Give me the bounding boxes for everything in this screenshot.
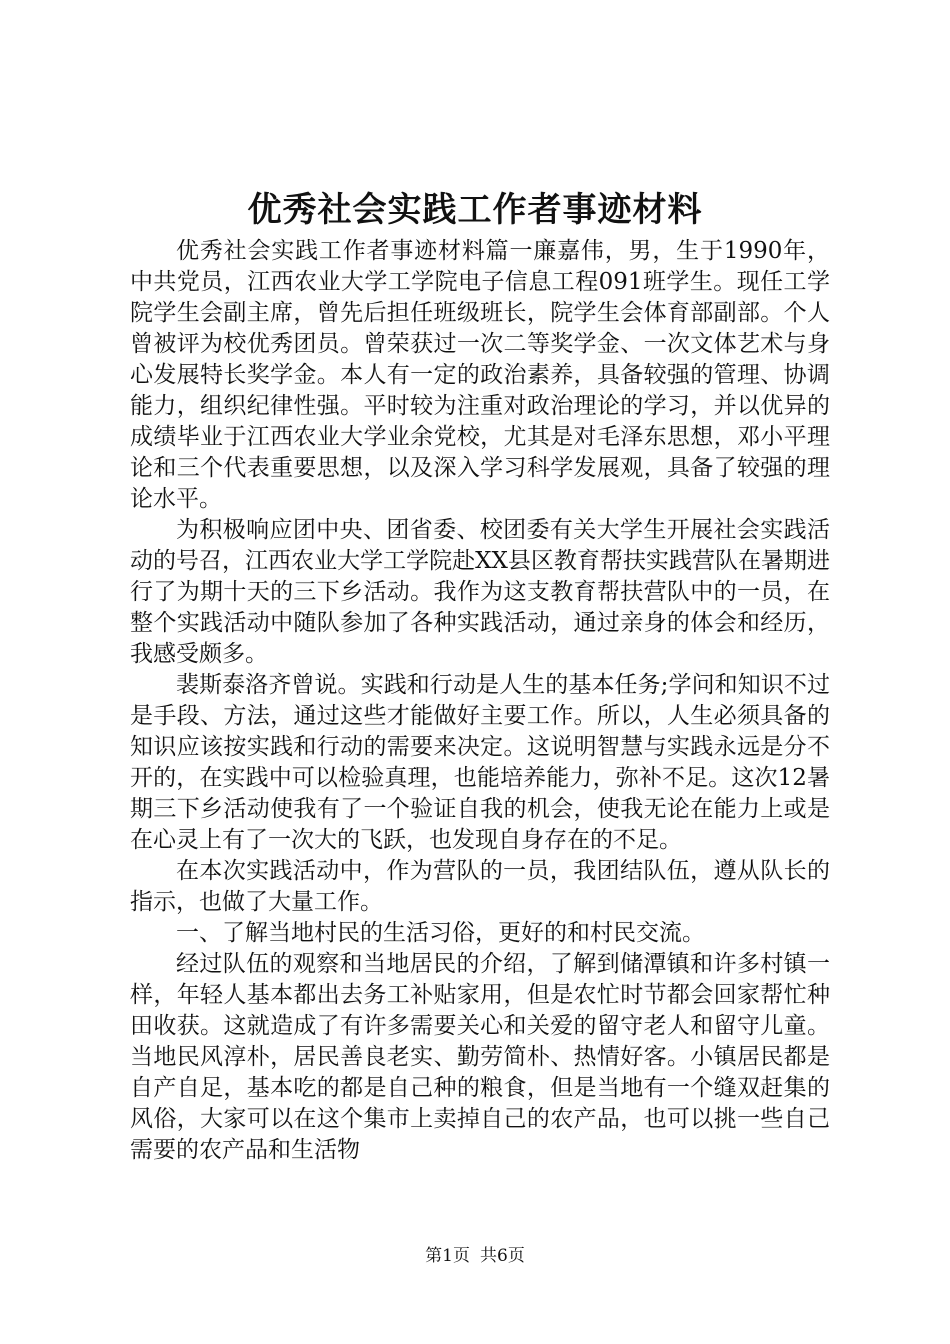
section-heading: 一、了解当地村民的生活习俗，更好的和村民交流。 [176, 920, 705, 946]
paragraph: 为积极响应团中央、团省委、校团委有关大学生开展社会实践活动的号召，江西农业大学工学院赴XX县区教育帮扶实践营队在暑期进行了为期十天的三下乡活动。我作为这支教育帮扶营队中的一员，在整个实践活动中随队参加了各种实践活动，通过亲身的体会和经历，我感受颇多。 [130, 517, 830, 667]
page-footer [0, 1245, 950, 1267]
document-body [130, 236, 830, 1166]
page-total: 共6页 [480, 1246, 525, 1266]
paragraph: 经过队伍的观察和当地居民的介绍，了解到储潭镇和许多村镇一样，年轻人基本都出去务工补贴家用，但是农忙时节都会回家帮忙种田收获。这就造成了有许多需要关心和关爱的留守老人和留守儿童。当地民风淳朴，居民善良老实、勤劳简朴、热情好客。小镇居民都是自产自足，基本吃的都是自己种的粮食，但是当地有一个缝双赶集的风俗，大家可以在这个集市上卖掉自己的农产品，也可以挑一些自己需要的农产品和生活物 [130, 951, 830, 1163]
paragraph: 裴斯泰洛齐曾说。实践和行动是人生的基本任务;学问和知识不过是手段、方法，通过这些才能做好主要工作。所以，人生必须具备的知识应该按实践和行动的需要来决定。这说明智慧与实践永远是分不开的，在实践中可以检验真理，也能培养能力，弥补不足。这次12暑期三下乡活动使我有了一个验证自我的机会，使我无论在能力上或是在心灵上有了一次大的飞跃，也发现自身存在的不足。 [130, 672, 830, 853]
document-title: 优秀社会实践工作者事迹材料 [247, 190, 703, 230]
page-number: 第1页 [425, 1246, 470, 1266]
paragraph: 在本次实践活动中，作为营队的一员，我团结队伍，遵从队长的指示，也做了大量工作。 [130, 858, 830, 915]
paragraph: 优秀社会实践工作者事迹材料篇一廉嘉伟，男，生于1990年，中共党员，江西农业大学工学院电子信息工程091班学生。现任工学院学生会副主席，曾先后担任班级班长，院学生会体育部副部。个人曾被评为校优秀团员。曾荣获过一次二等奖学金、一次文体艺术与身心发展特长奖学金。本人有一定的政治素养，具备较强的管理、协调能力，组织纪律性强。平时较为注重对政治理论的学习，并以优异的成绩毕业于江西农业大学业余党校，尤其是对毛泽东思想，邓小平理论和三个代表重要思想，以及深入学习科学发展观，具备了较强的理论水平。 [130, 238, 830, 512]
